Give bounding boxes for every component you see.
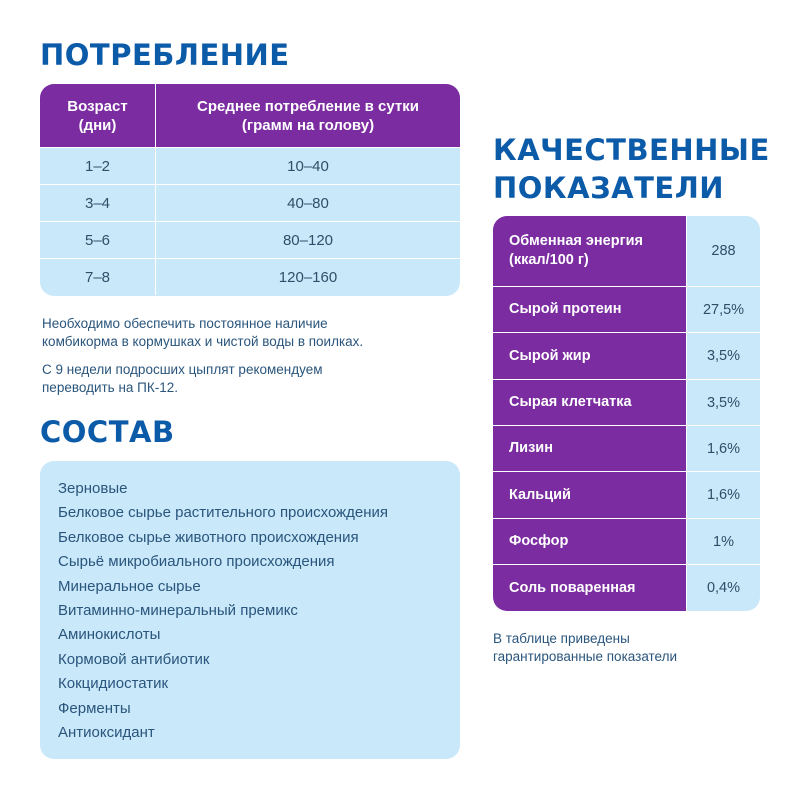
transition-note: С 9 недели подросших цыплят рекомендуем переводить на ПК-12.	[42, 362, 323, 395]
consumption-cell: 80–120	[155, 222, 460, 258]
header-age: Возраст (дни)	[67, 97, 128, 134]
quality-table	[493, 216, 760, 611]
list-item: Белковое сырье растительного происхождения	[58, 504, 389, 522]
table-row	[493, 332, 760, 379]
list-item: Зерновые	[58, 480, 128, 497]
table-row	[40, 221, 460, 258]
consumption-cell: 10–40	[155, 148, 460, 184]
list-item: Антиоксидант	[58, 724, 155, 742]
quality-note: В таблице приведены гарантированные показатели	[493, 631, 678, 664]
indicator-value: 1,6%	[686, 426, 760, 471]
table-row	[493, 216, 760, 286]
composition-list	[40, 461, 460, 759]
indicator-label: Сырая клетчатка	[493, 380, 686, 425]
list-item: Ферменты	[58, 699, 131, 717]
indicator-label: Соль поваренная	[493, 565, 686, 611]
feeding-note: Необходимо обеспечить постоянное наличие комбикорма в кормушках и чистой воды в поилках.	[42, 316, 364, 349]
table-row	[40, 258, 460, 295]
table-row	[493, 379, 760, 425]
indicator-value: 27,5%	[686, 287, 760, 332]
list-item: Витаминно-минеральный премикс	[58, 602, 298, 620]
list-item: Белковое сырье животного происхождения	[58, 528, 359, 546]
age-cell: 5–6	[84, 231, 111, 249]
table-row	[493, 564, 760, 611]
indicator-value: 1%	[686, 519, 760, 564]
indicator-value: 0,4%	[686, 565, 760, 611]
list-item: Кокцидиостатик	[58, 675, 169, 693]
consumption-title: ПОТРЕБЛЕНИЕ	[40, 38, 290, 72]
indicator-label: Обменная энергия (ккал/100 г)	[493, 216, 686, 286]
list-item: Аминокислоты	[58, 626, 161, 644]
list-item: Минеральное сырье	[58, 577, 201, 595]
list-item: Сырьё микробиального происхождения	[58, 553, 335, 571]
consumption-table	[40, 84, 460, 296]
table-row	[493, 518, 760, 564]
consumption-cell: 40–80	[155, 185, 460, 221]
indicator-value: 1,6%	[686, 472, 760, 518]
consumption-cell: 120–160	[155, 259, 460, 295]
indicator-label: Сырой жир	[493, 333, 686, 379]
header-consumption: Среднее потребление в сутки (грамм на голову)	[155, 84, 460, 147]
table-row	[493, 425, 760, 471]
indicator-label: Лизин	[493, 426, 686, 471]
composition-title: СОСТАВ	[40, 415, 175, 449]
quality-title: КАЧЕСТВЕННЫЕ ПОКАЗАТЕЛИ	[493, 133, 770, 205]
indicator-value: 288	[686, 216, 760, 286]
table-row	[40, 184, 460, 221]
consumption-table-header	[40, 84, 460, 147]
age-cell: 3–4	[84, 194, 111, 212]
indicator-label: Фосфор	[493, 519, 686, 564]
table-row	[493, 286, 760, 332]
table-row	[40, 147, 460, 184]
indicator-value: 3,5%	[686, 380, 760, 425]
indicator-label: Сырой протеин	[493, 287, 686, 332]
indicator-value: 3,5%	[686, 333, 760, 379]
age-cell: 1–2	[84, 157, 111, 175]
list-item: Кормовой антибиотик	[58, 650, 210, 668]
age-cell: 7–8	[84, 268, 111, 286]
indicator-label: Кальций	[493, 472, 686, 518]
table-row	[493, 471, 760, 518]
